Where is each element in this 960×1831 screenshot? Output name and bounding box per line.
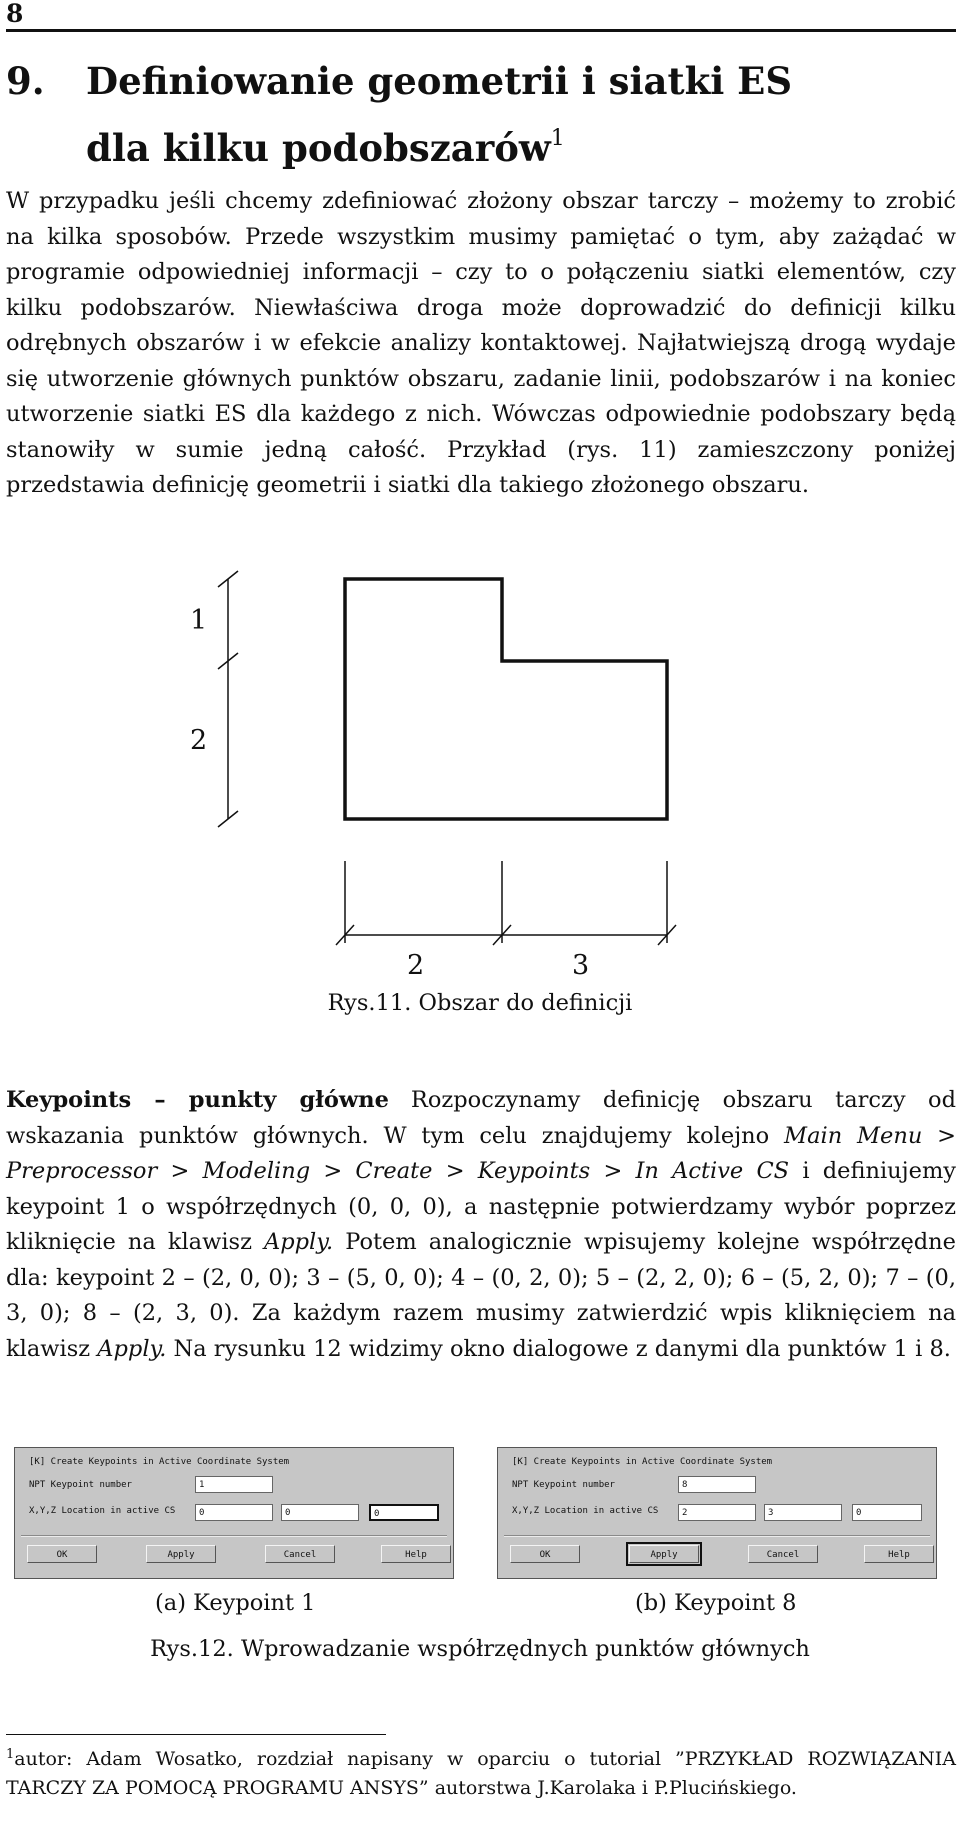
- keypoint-dialog-b: [497, 1447, 937, 1579]
- y-input[interactable]: 0: [281, 1504, 359, 1521]
- keypoints-paragraph: [6, 1083, 956, 1367]
- cancel-button[interactable]: Cancel: [265, 1545, 335, 1563]
- footnote-mark: 1: [6, 1747, 15, 1762]
- npt-label: NPT Keypoint number: [29, 1480, 132, 1490]
- footnote-rule: [6, 1734, 386, 1735]
- z-input[interactable]: 0: [369, 1504, 439, 1521]
- footnote-text: autor: Adam Wosatko, rozdział napisany w oparciu o tutorial ”PRZYKŁAD ROZWIĄZANIA TARCZY ZA POMOCĄ PROGRAMU ANSYS” autorstwa J.Karolaka i P.Plucińskiego.: [6, 1748, 956, 1799]
- footnote: [6, 1740, 956, 1803]
- ok-button[interactable]: OK: [27, 1545, 97, 1563]
- footnote-ref[interactable]: 1: [550, 126, 565, 151]
- keypoints-text-1: Rozpoczynamy definicję obszaru tarczy od wskazania punktów głównych. W tym celu znajdujemy kolejno: [6, 1087, 956, 1149]
- dim-label-left-1: 1: [190, 605, 208, 636]
- menu-path: Main Menu > Preprocessor > Modeling > Create > Keypoints > In Active CS: [6, 1122, 957, 1184]
- x-input[interactable]: 0: [195, 1504, 273, 1521]
- help-button[interactable]: Help: [381, 1545, 451, 1563]
- figure-12-caption: Rys.12. Wprowadzanie współrzędnych punktów głównych: [150, 1636, 810, 1662]
- apply-button[interactable]: Apply: [146, 1545, 216, 1563]
- section-title-line1: Definiowanie geometrii i siatki ES: [86, 59, 793, 103]
- cancel-button[interactable]: Cancel: [748, 1545, 818, 1563]
- xyz-label: X,Y,Z Location in active CS: [29, 1506, 176, 1516]
- keypoint-dialog-a: [14, 1447, 454, 1579]
- header-rule: [6, 29, 956, 32]
- keypoints-heading: Keypoints – punkty główne: [6, 1087, 389, 1113]
- section-title-line2: dla kilku podobszarów: [86, 126, 551, 170]
- help-button[interactable]: Help: [864, 1545, 934, 1563]
- z-input[interactable]: 0: [852, 1504, 922, 1521]
- subcaption-b: (b) Keypoint 8: [635, 1590, 797, 1616]
- section-title: [6, 52, 946, 177]
- page-number: 8: [6, 0, 24, 28]
- intro-paragraph: W przypadku jeśli chcemy zdefiniować złożony obszar tarczy – możemy to zrobić na kilka sposobów. Przede wszystkim musimy pamiętać o tym, aby zażądać w programie odpowiedniej informacji – czy to o połączeniu siatki elementów, czy kilku podobszarów. Niewłaściwa droga może doprowadzić do definicji kilku odrębnych obszarów i w efekcie analizy kontaktowej. Najłatwiejszą drogą wydaje się utworzenie głównych punktów obszaru, zadanie linii, podobszarów i na koniec utworzenie siatki ES dla każdego z nich. Wówczas odpowiednie podobszary będą stanowiły w sumie jedną całość. Przykład (rys. 11) zamieszczony poniżej przedstawia definicję geometrii i siatki dla takiego złożonego obszaru.: [6, 188, 956, 498]
- dim-label-bottom-3: 3: [572, 950, 590, 981]
- keypoints-text-4: Na rysunku 12 widzimy okno dialogowe z danymi dla punktów 1 i 8.: [166, 1335, 951, 1362]
- dialog-separator: [504, 1535, 930, 1537]
- npt-input[interactable]: 8: [678, 1476, 756, 1493]
- subcaption-a: (a) Keypoint 1: [155, 1590, 316, 1616]
- dim-label-left-2: 2: [190, 725, 208, 756]
- dialog-title: [K] Create Keypoints in Active Coordinate System: [29, 1457, 290, 1467]
- dialog-separator: [21, 1535, 447, 1537]
- npt-input[interactable]: 1: [195, 1476, 273, 1493]
- ok-button[interactable]: OK: [510, 1545, 580, 1563]
- apply-button[interactable]: Apply: [629, 1545, 699, 1563]
- dialog-title: [K] Create Keypoints in Active Coordinate System: [512, 1457, 773, 1467]
- apply-word-2: Apply.: [97, 1335, 167, 1362]
- dim-label-bottom-2: 2: [407, 950, 425, 981]
- apply-word-1: Apply.: [264, 1229, 334, 1255]
- section-number: 9.: [6, 59, 45, 103]
- figure-11-caption: Rys.11. Obszar do definicji: [327, 990, 633, 1016]
- keypoints-text-2: i definiujemy keypoint 1 o współrzędnych (0, 0, 0), a następnie potwierdzamy wybór poprzez kliknięcie na klawisz: [6, 1158, 956, 1255]
- figure-11-diagram: [190, 565, 770, 981]
- keypoints-text-3: Potem analogicznie wpisujemy kolejne współrzędne dla: keypoint 2 – (2, 0, 0); 3 – (5, 0, 0); 4 – (0, 2, 0); 5 – (2, 2, 0); 6 – (5, 2, 0); 7 – (0, 3, 0); 8 – (2, 3, 0). Za każdym razem musimy zatwierdzić wpis kliknięciem na klawisz: [6, 1229, 956, 1362]
- y-input[interactable]: 3: [764, 1504, 842, 1521]
- x-input[interactable]: 2: [678, 1504, 756, 1521]
- xyz-label: X,Y,Z Location in active CS: [512, 1506, 659, 1516]
- region-outline: [345, 579, 667, 819]
- npt-label: NPT Keypoint number: [512, 1480, 615, 1490]
